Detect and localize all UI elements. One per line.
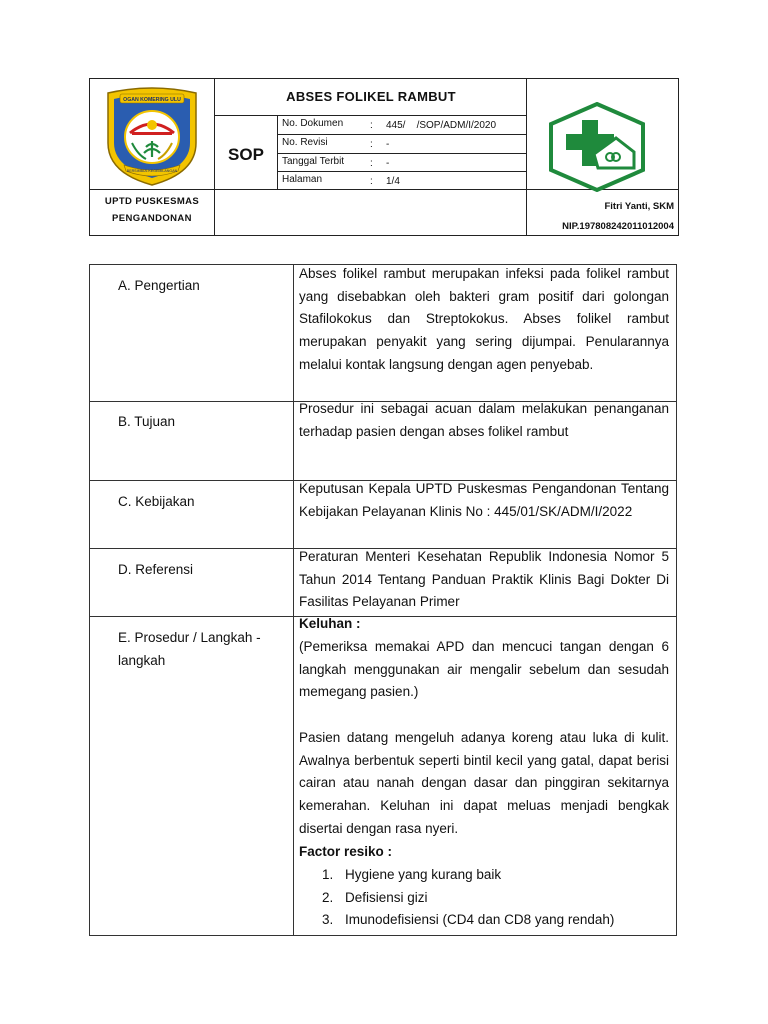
meta-key: Halaman bbox=[282, 174, 323, 185]
meta-key: No. Dokumen bbox=[282, 118, 344, 129]
meta-no-revisi bbox=[282, 135, 522, 154]
list-item bbox=[322, 909, 672, 932]
regency-emblem-logo bbox=[102, 85, 202, 187]
puskesmas-logo bbox=[542, 102, 652, 192]
meta-no-dokumen bbox=[282, 116, 522, 135]
meta-value: - bbox=[386, 139, 390, 150]
list-text: Imunodefisiensi (CD4 dan CD8 yang rendah) bbox=[345, 912, 615, 928]
document-header bbox=[89, 78, 679, 236]
factor-heading: Factor resiko : bbox=[299, 844, 393, 859]
list-number: 3. bbox=[322, 912, 334, 928]
meta-colon: : bbox=[370, 176, 373, 187]
section-text-pengertian: Abses folikel rambut merupakan infeksi pada folikel rambut yang disebabkan oleh bakteri gram positif dari golongan Stafilokokus dan Streptokokus. Abses folikel rambut merupakan penyakit yang sering dijumpai. Penularannya melalui kontak langsung dengan agen penyebab. bbox=[299, 266, 669, 372]
signer-nip: NIP.197808242011012004 bbox=[562, 221, 674, 232]
institution-line: PENGANDONAN bbox=[112, 213, 192, 224]
meta-colon: : bbox=[370, 139, 373, 150]
section-label-referensi: D. Referensi bbox=[118, 562, 194, 577]
meta-key: No. Revisi bbox=[282, 137, 328, 148]
list-number: 1. bbox=[322, 867, 334, 882]
institution-name bbox=[90, 193, 214, 227]
list-item bbox=[322, 864, 672, 887]
keluhan-heading: Keluhan : bbox=[299, 616, 361, 631]
meta-value: 445/ /SOP/ADM/I/2020 bbox=[386, 120, 497, 131]
signatory bbox=[526, 197, 674, 237]
keluhan-text: Pasien datang mengeluh adanya koreng atau luka di kulit. Awalnya berbentuk seperti bintil kecil yang gatal, dapat berisi cairan atau nanah dengan dasar dan pinggiran sekitarnya kemerahan. Keluhan ini dapat meluas menjadi bengkak disertai dengan rasa nyeri. bbox=[299, 730, 669, 836]
svg-text:OGAN KOMERING ULU: OGAN KOMERING ULU bbox=[123, 97, 181, 103]
column-divider bbox=[293, 265, 294, 935]
signer-name: Fitri Yanti, SKM bbox=[604, 201, 674, 212]
section-text-kebijakan: Keputusan Kepala UPTD Puskesmas Pengandonan Tentang Kebijakan Pelayanan Klinis No : 445/01/SK/ADM/I/2022 bbox=[299, 481, 669, 519]
institution-line: UPTD PUSKESMAS bbox=[104, 196, 200, 207]
factor-list bbox=[322, 864, 672, 932]
keluhan-note: (Pemeriksa memakai APD dan mencuci tangan dengan 6 langkah menggunakan air mengalir sebelum dan sesudah memegang pasien.) bbox=[299, 639, 669, 700]
meta-colon: : bbox=[370, 158, 373, 169]
header-divider bbox=[214, 79, 215, 235]
document-title: ABSES FOLIKEL RAMBUT bbox=[286, 89, 456, 104]
meta-value: - bbox=[386, 158, 390, 169]
list-text: Defisiensi gizi bbox=[345, 889, 428, 905]
meta-halaman bbox=[282, 172, 522, 191]
list-item bbox=[322, 887, 672, 910]
section-text-tujuan: Prosedur ini sebagai acuan dalam melakukan penanganan terhadap pasien dengan abses folikel rambut bbox=[299, 401, 669, 439]
list-text: Hygiene yang kurang baik bbox=[345, 867, 502, 882]
list-number: 2. bbox=[322, 889, 334, 905]
svg-text:BERSIMBUL KEGEMILANGAN: BERSIMBUL KEGEMILANGAN bbox=[126, 169, 178, 173]
meta-tanggal-terbit bbox=[282, 154, 522, 173]
sop-content-table bbox=[89, 264, 677, 936]
header-divider bbox=[277, 115, 278, 189]
meta-key: Tanggal Terbit bbox=[282, 156, 345, 167]
sop-label: SOP bbox=[228, 145, 264, 164]
section-label-tujuan: B. Tujuan bbox=[118, 414, 176, 429]
section-label-pengertian: A. Pengertian bbox=[118, 278, 200, 293]
section-label-kebijakan: C. Kebijakan bbox=[118, 494, 195, 509]
section-label-prosedur: E. Prosedur / Langkah - langkah bbox=[118, 630, 261, 668]
meta-colon: : bbox=[370, 120, 373, 131]
meta-value: 1/4 bbox=[386, 176, 400, 187]
section-text-referensi: Peraturan Menteri Kesehatan Republik Indonesia Nomor 5 Tahun 2014 Tentang Panduan Praktik Klinis Bagi Dokter Di Fasilitas Pelayanan Primer bbox=[299, 549, 669, 610]
